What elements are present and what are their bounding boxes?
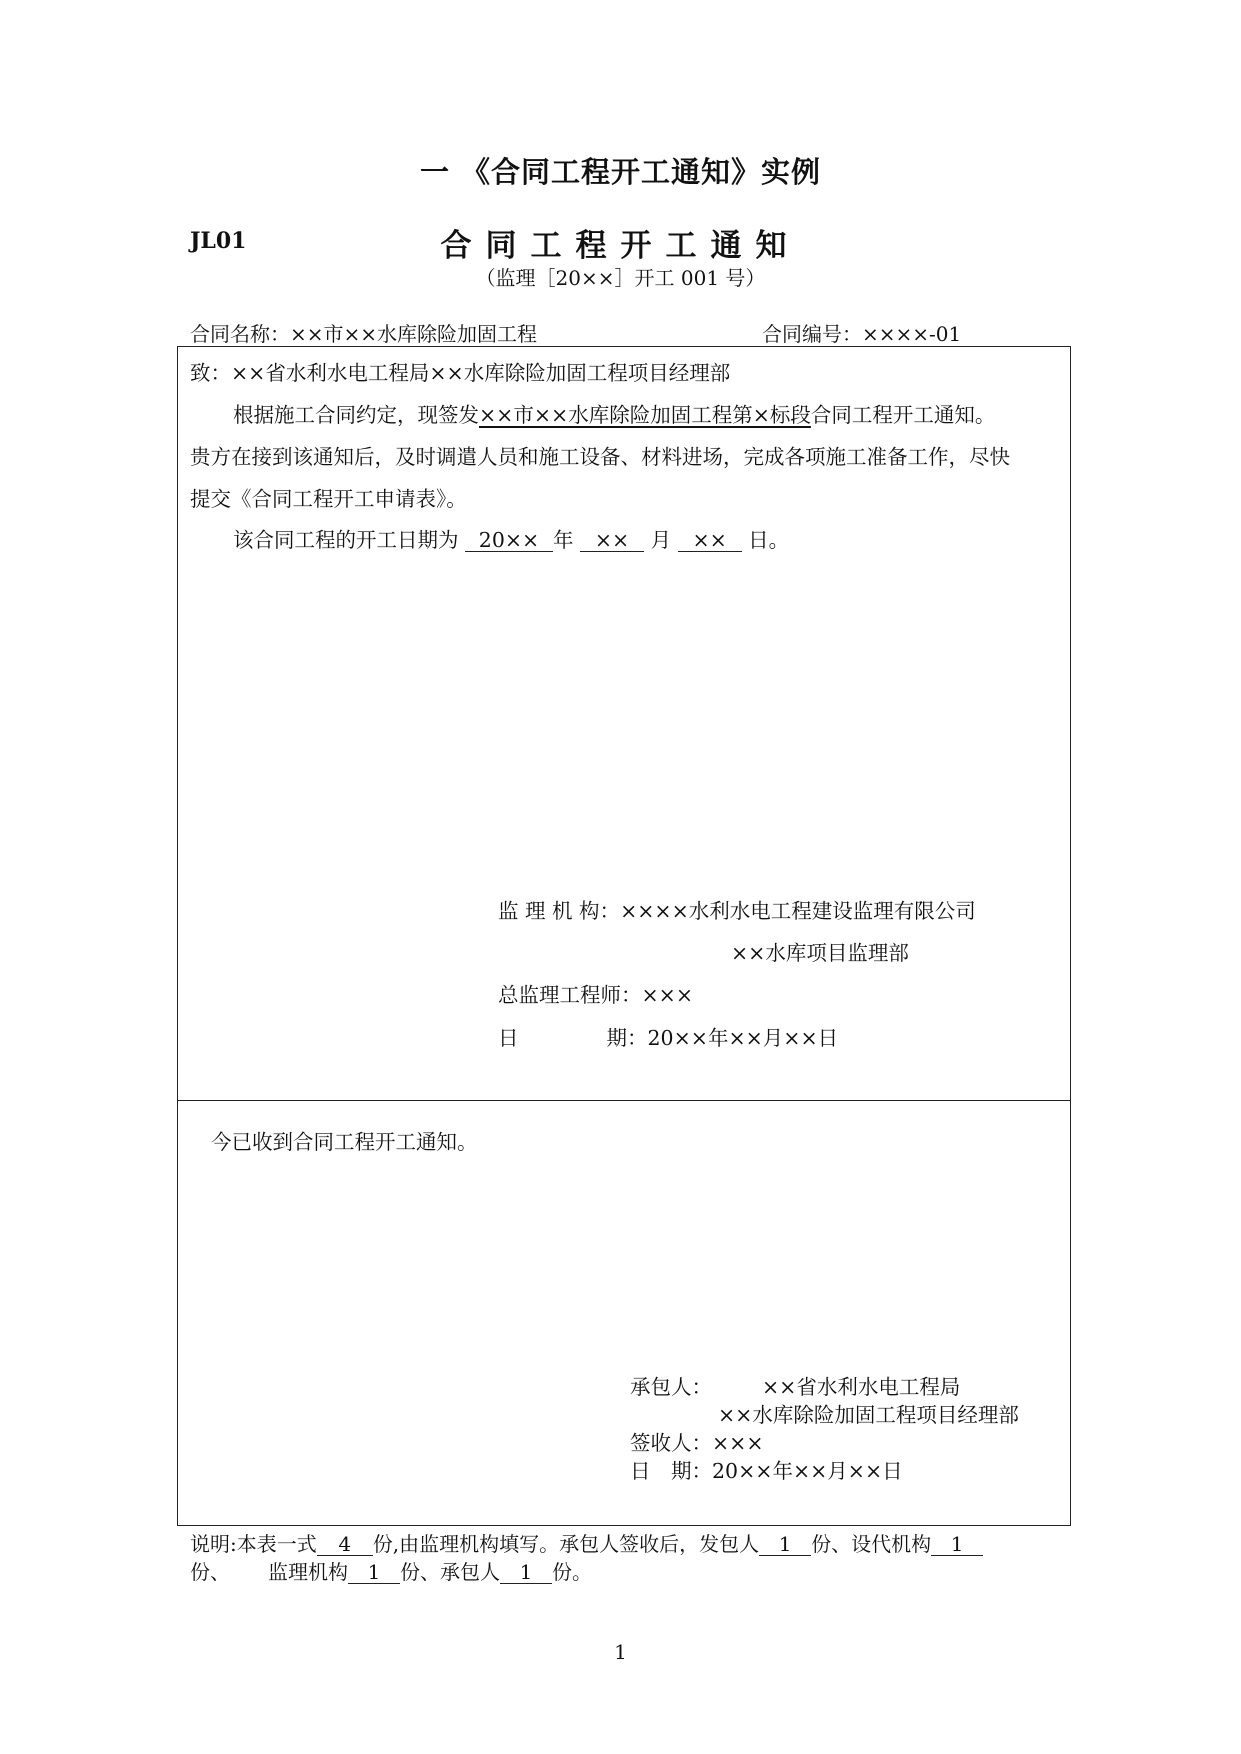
copies-total: 4	[317, 1533, 373, 1556]
receipt-date-label: 日 期：	[630, 1459, 712, 1483]
year-unit: 年	[553, 528, 574, 552]
contractor-line	[630, 1373, 960, 1401]
recipient: ××省水利水电工程局××水库除险加固工程项目经理部	[231, 361, 731, 385]
form-title: 合同工程开工通知	[440, 228, 801, 264]
copies-supervisor: 1	[348, 1561, 400, 1584]
recipient-line	[190, 352, 730, 395]
start-month: ××	[580, 529, 644, 552]
receipt-date-line	[630, 1457, 903, 1485]
copies-contractor: 1	[500, 1561, 552, 1584]
month-unit: 月	[650, 528, 672, 552]
chief-engineer-line	[498, 974, 693, 1017]
supervisor-dept: ××水库项目监理部	[731, 941, 909, 965]
start-date-prefix: 该合同工程的开工日期为	[233, 528, 459, 552]
note-text: 份。	[552, 1560, 592, 1584]
note-line-2	[190, 1558, 592, 1586]
receipt-date: 20××年××月××日	[712, 1459, 903, 1483]
chief-engineer-label: 总监理工程师：	[498, 983, 642, 1007]
start-year: 20××	[465, 529, 553, 552]
supervisor-org: ××××水利水电工程建设监理有限公司	[620, 899, 976, 923]
supervisor-org-line	[498, 890, 976, 933]
contractor-dept: ××水库除险加固工程项目经理部	[718, 1403, 1019, 1427]
contract-name: ××市××水库除险加固工程	[290, 322, 538, 346]
signer: ×××	[712, 1431, 764, 1455]
recipient-label: 致：	[190, 361, 231, 385]
chief-engineer: ×××	[641, 983, 694, 1007]
notice-line-1-prefix: 根据施工合同约定，现签发	[233, 403, 479, 427]
day-unit: 日。	[748, 528, 790, 552]
form-subtitle: （监理［20××］开工 001 号）	[475, 266, 766, 290]
supervisor-date-label-1: 日	[498, 1026, 519, 1050]
notice-line-1-suffix: 合同工程开工通知。	[810, 403, 996, 427]
contract-name-row	[190, 318, 537, 347]
start-date-line	[233, 519, 789, 562]
page-number: 1	[614, 1640, 627, 1664]
supervisor-date-label-2: 期：	[606, 1026, 648, 1050]
copies-owner: 1	[759, 1533, 811, 1556]
receipt-text: 今已收到合同工程开工通知。	[211, 1130, 478, 1154]
contract-number-row	[762, 318, 961, 347]
contractor: ××省水利水电工程局	[762, 1375, 961, 1399]
signer-label: 签收人：	[630, 1431, 712, 1455]
note-text: 份、设代机构	[811, 1532, 932, 1556]
note-text: 份、	[190, 1560, 230, 1584]
document-heading: 一 《合同工程开工通知》实例	[419, 155, 822, 189]
supervisor-date-line	[498, 1017, 838, 1060]
note-line-1	[190, 1530, 983, 1558]
notice-line-3: 提交《合同工程开工申请表》。	[190, 487, 467, 511]
start-day: ××	[678, 529, 742, 552]
contract-name-label: 合同名称：	[190, 322, 290, 346]
note-text: 份、承包人	[400, 1560, 500, 1584]
notice-section	[177, 346, 1071, 1101]
project-segment: ××市××水库除险加固工程第×标段	[479, 403, 811, 427]
note-text: 份,由监理机构填写。承包人签收后，发包人	[372, 1532, 760, 1556]
note-text: 说明:本表一式	[190, 1532, 317, 1556]
supervisor-date: 20××年××月××日	[647, 1026, 839, 1050]
note-text: 监理机构	[268, 1560, 348, 1584]
notice-line-1	[233, 394, 995, 437]
form-code: JL01	[190, 228, 247, 254]
contract-number: ××××-01	[862, 322, 962, 346]
receipt-section	[177, 1100, 1071, 1526]
signer-line	[630, 1429, 764, 1457]
contractor-label: 承包人：	[630, 1375, 712, 1399]
copies-design: 1	[931, 1533, 983, 1556]
notice-line-2: 贵方在接到该通知后，及时调遣人员和施工设备、材料进场，完成各项施工准备工作，尽快	[190, 445, 1010, 469]
contract-number-label: 合同编号：	[762, 322, 862, 346]
supervisor-org-label: 监 理 机 构：	[498, 899, 621, 923]
